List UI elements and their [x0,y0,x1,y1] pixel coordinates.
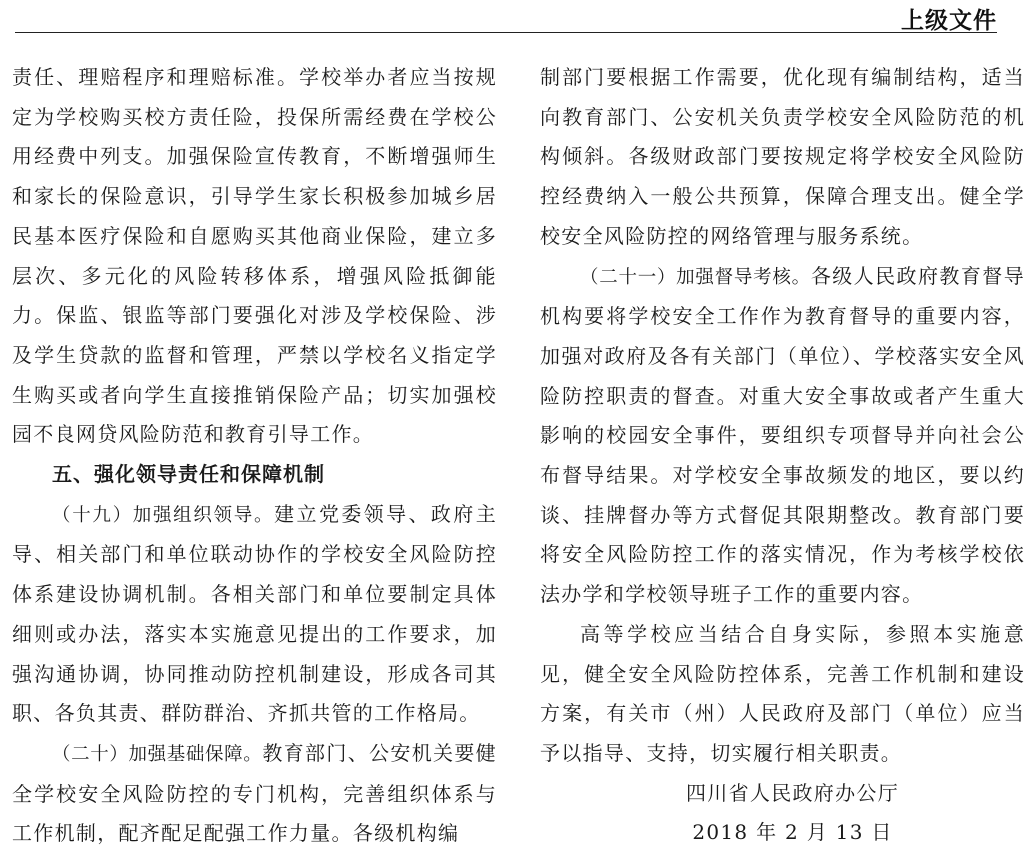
paragraph-21 [540,257,1025,615]
paragraph-staffing: 制部门要根据工作需要，优化现有编制结构，适当向教育部门、公安机关负责学校安全风险防范的机构倾斜。各级财政部门要按规定将学校安全风险防控经费纳入一般公共预算，保障合理支出。健全学校安全风险防控的网络管理与服务系统。 [540,65,1025,248]
page-header [0,0,1035,34]
section-heading: 五、强化领导责任和保障机制 [52,462,325,487]
header-rule [15,32,997,33]
paragraph-20-title: （二十）加强基础保障。 [52,743,263,765]
header-label: 上级文件 [901,8,997,34]
paragraph-insurance: 责任、理赔程序和理赔标准。学校举办者应当按规定为学校购买校方责任险，投保所需经费在学校公用经费中列支。加强保险宣传教育，不断增强师生和家长的保险意识，引导学生家长积极参加城乡居民基本医疗保险和自愿购买其他商业保险，建立多层次、多元化的风险转移体系，增强风险抵御能力。保监、银监等部门要强化对涉及学校保险、涉及学生贷款的监督和管理，严禁以学校名义指定学生购买或者向学生直接推销保险产品；切实加强校园不良网贷风险防范和教育引导工作。 [12,65,497,447]
paragraph-19-title: （十九）加强组织领导。 [52,504,275,526]
paragraph-19 [12,495,497,734]
right-column [540,58,1025,853]
paragraph-21-title: （二十一）加强督导考核。 [580,266,811,288]
left-column [12,58,497,854]
paragraph-universities: 高等学校应当结合自身实际，参照本实施意见，健全安全风险防控体系，完善工作机制和建设方案，有关市（州）人民政府及部门（单位）应当予以指导、支持，切实履行相关职责。 [540,621,1025,765]
paragraph-20 [12,734,497,854]
paragraph-21-body: 各级人民政府教育督导机构要将学校安全工作作为教育督导的重要内容，加强对政府及各有关部门（单位）、学校落实安全风险防控职责的督查。对重大安全事故或者产生重大影响的校园安全事件，要组织专项督导并向社会公布督导结果。对学校安全事故频发的地区，要以约谈、挂牌督办等方式督促其限期整改。教育部门要将安全风险防控工作的落实情况，作为考核学校依法办学和学校领导班子工作的重要内容。 [540,263,1026,607]
issue-date: 2018 年 2 月 13 日 [692,820,893,845]
paragraph-20-body: 教育部门、公安机关要健全学校安全风险防控的专门机构，完善组织体系与工作机制，配齐配足配强工作力量。各级机构编 [12,740,497,846]
issuer-signature: 四川省人民政府办公厅 [686,780,899,805]
paragraph-19-body: 建立党委领导、政府主导、相关部门和单位联动协作的学校安全风险防控体系建设协调机制。各相关部门和单位要制定具体细则或办法，落实本实施意见提出的工作要求，加强沟通协调，协同推动防控机制建设，形成各司其职、各负其责、群防群治、齐抓共管的工作格局。 [12,501,498,726]
